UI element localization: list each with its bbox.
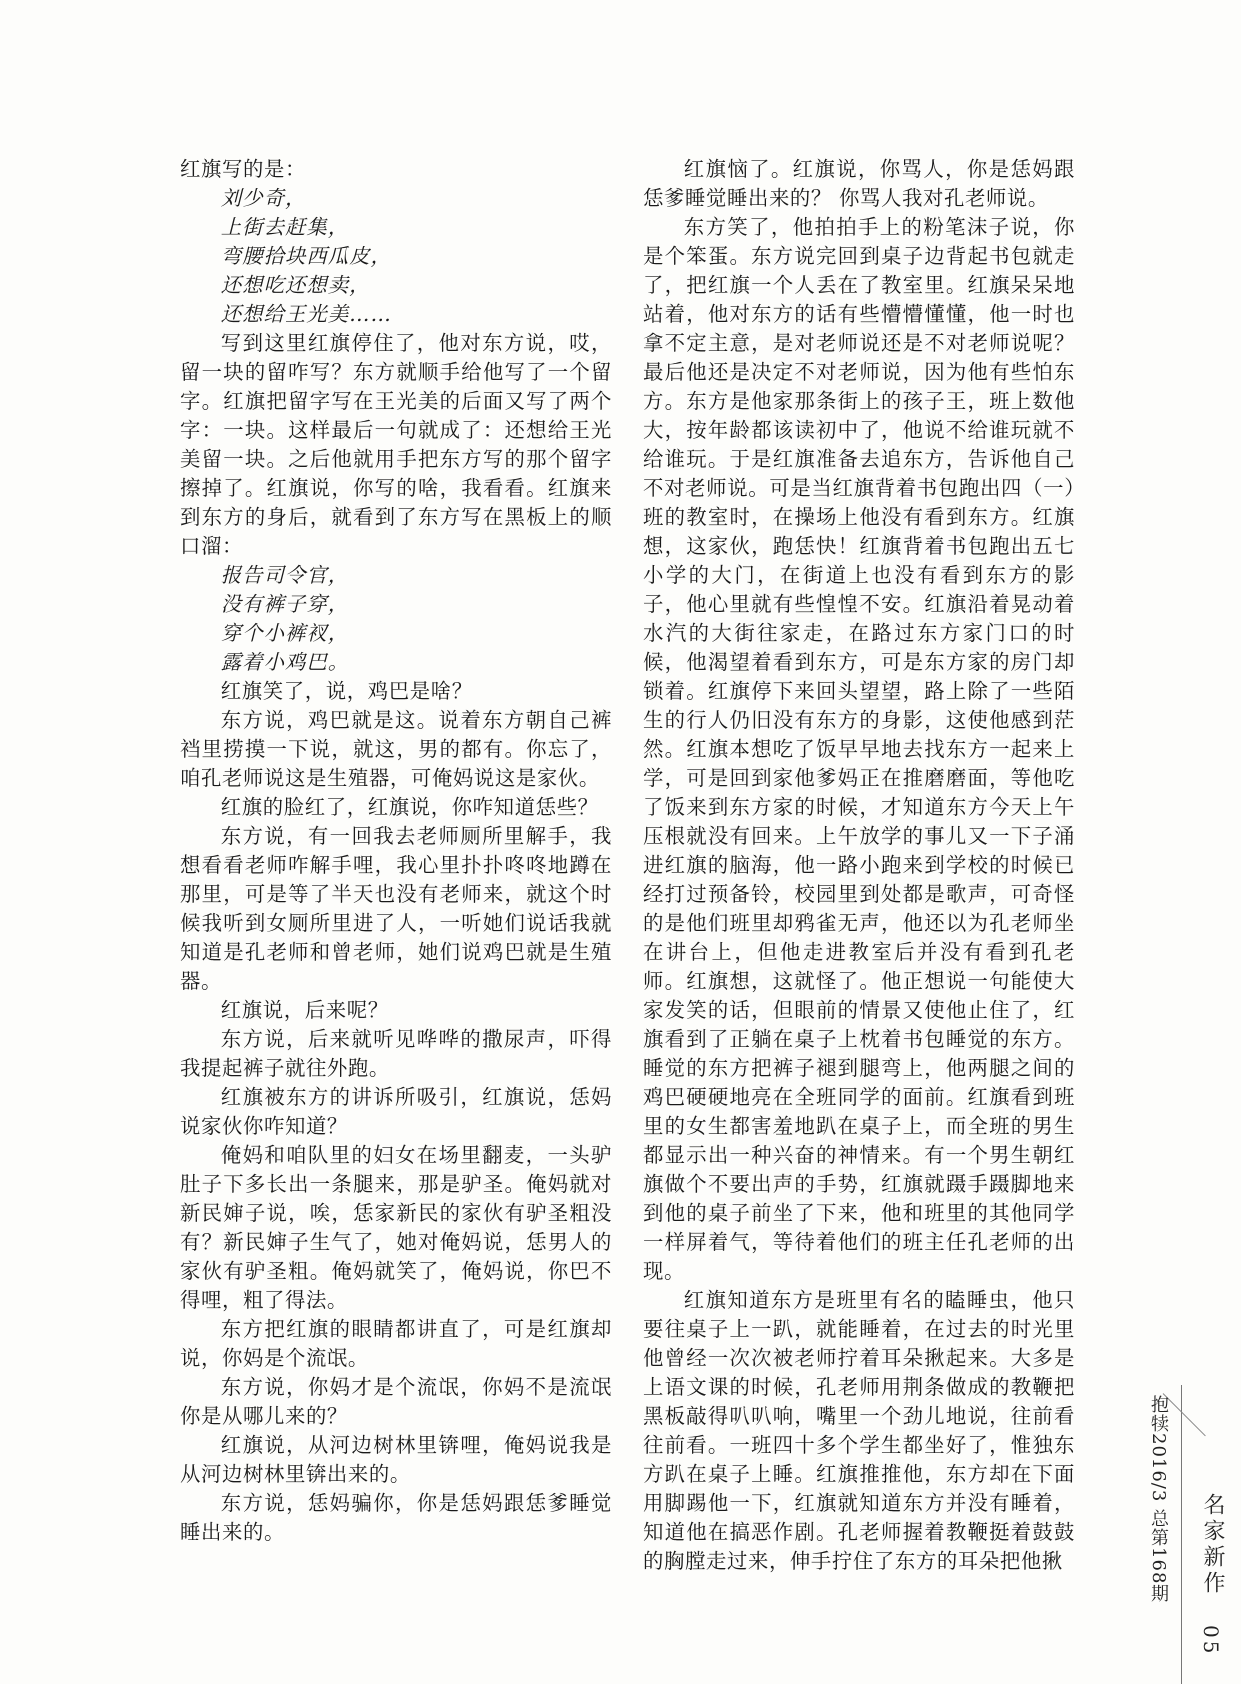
verse-line: 露着小鸡巴。 <box>220 650 350 674</box>
page-sidebar <box>1141 1385 1241 1684</box>
paragraph: 俺妈和咱队里的妇女在场里翻麦，一头驴肚子下多长出一条腿来，那是驴圣。俺妈就对新民婶子说，唉，恁家新民的家伙有驴圣粗没有？新民婶子生气了，她对俺妈说，恁男人的家伙有驴圣粗。俺妈就笑了，俺妈说，你巴不得哩，粗了得法。 <box>180 1143 612 1312</box>
paragraph: 红旗被东方的讲诉所吸引，红旗说，恁妈说家伙你咋知道？ <box>180 1085 612 1138</box>
paragraph: 东方说，后来就听见哗哗的撒尿声，吓得我提起裤子就往外跑。 <box>180 1027 612 1080</box>
left-text-column <box>180 155 612 1547</box>
paragraph: 东方说，有一回我去老师厕所里解手，我想看看老师咋解手哩，我心里扑扑咚咚地蹲在那里，可是等了半天也没有老师来，就这个时候我听到女厕所里进了人，一听她们说话我就知道是孔老师和曾老师，她们说鸡巴就是生殖器。 <box>180 824 612 993</box>
paragraph: 红旗笑了，说，鸡巴是啥？ <box>220 679 473 703</box>
paragraph: 红旗恼了。红旗说，你骂人，你是恁妈跟恁爹睡觉睡出来的？ 你骂人我对孔老师说。 <box>643 157 1075 210</box>
column-name: 名家新作 <box>1200 1493 1225 1597</box>
paragraph: 红旗说，后来呢？ <box>220 998 389 1022</box>
sidebar-divider <box>1181 1385 1182 1684</box>
paragraph: 红旗知道东方是班里有名的瞌睡虫，他只要往桌子上一趴，就能睡着，在过去的时光里他曾经一次次被老师拧着耳朵揪起来。大多是上语文课的时候，孔老师用荆条做成的教鞭把黑板敲得叭叭响，嘴里一个劲儿地说，往前看往前看。一班四十多个学生都坐好了，惟独东方趴在桌子上睡。红旗推推他，东方却在下面用脚踢他一下，红旗就知道东方并没有睡着，知道他在搞恶作剧。孔老师握着教鞭挺着鼓鼓的胸膛走过来，伸手拧住了东方的耳朵把他揪 <box>643 1288 1075 1573</box>
verse-line: 弯腰拾块西瓜皮， <box>220 244 392 268</box>
paragraph: 红旗说，从河边树林里锛哩，俺妈说我是从河边树林里锛出来的。 <box>180 1433 612 1486</box>
paragraph: 东方笑了，他拍拍手上的粉笔沫子说，你是个笨蛋。东方说完回到桌子边背起书包就走了，把红旗一个人丢在了教室里。红旗呆呆地站着，他对东方的话有些懵懵懂懂，他一时也拿不定主意，是对老师说还是不对老师说呢？最后他还是决定不对老师说，因为他有些怕东方。东方是他家那条街上的孩子王，班上数他大，按年龄都该读初中了，他说不给谁玩就不给谁玩。于是红旗准备去追东方，告诉他自己不对老师说。可是当红旗背着书包跑出四（一）班的教室时，在操场上他没有看到东方。红旗想，这家伙，跑恁快！红旗背着书包跑出五七小学的大门，在街道上也没有看到东方的影子，他心里就有些惶惶不安。红旗沿着晃动着水汽的大街往家走，在路过东方家门口的时候，他渴望着看到东方，可是东方家的房门却锁着。红旗停下来回头望望，路上除了一些陌生的行人仍旧没有东方的身影，这使他感到茫然。红旗本想吃了饭早早地去找东方一起来上学，可是回到家他爹妈正在推磨磨面，等他吃了饭来到东方家的时候，才知道东方今天上午压根就没有回来。上午放学的事儿又一下子涌进红旗的脑海，他一路小跑来到学校的时候已经打过预备铃，校园里到处都是歌声，可奇怪的是他们班里却鸦雀无声，他还以为孔老师坐在讲台上，但他走进教室后并没有看到孔老师。红旗想，这就怪了。他正想说一句能使大家发笑的话，但眼前的情景又使他止住了，红旗看到了正躺在桌子上枕着书包睡觉的东方。睡觉的东方把裤子褪到腿弯上，他两腿之间的鸡巴硬硬地亮在全班同学的面前。红旗看到班里的女生都害羞地趴在桌子上，而全班的男生都显示出一种兴奋的神情来。有一个男生朝红旗做个不要出声的手势，红旗就蹑手蹑脚地来到他的桌子前坐了下来，他和班里的其他同学一样屏着气，等待着他们的班主任孔老师的出现。 <box>643 215 1075 1283</box>
paragraph: 东方说，你妈才是个流氓，你妈不是流氓你是从哪儿来的？ <box>180 1375 612 1428</box>
verse-line: 还想吃还想卖， <box>220 273 371 297</box>
page-number: 05 <box>1199 1625 1223 1657</box>
verse-line: 报告司令官， <box>220 563 350 587</box>
verse-line: 刘少奇， <box>220 186 307 210</box>
issue-info: 抱犊2016/3 总第168期 <box>1148 1395 1169 1604</box>
paragraph: 东方说，鸡巴就是这。说着东方朝自己裤裆里捞摸一下说，就这，男的都有。你忘了，咱孔老师说这是生殖器，可俺妈说这是家伙。 <box>180 708 612 790</box>
verse-line: 还想给王光美…… <box>220 302 392 326</box>
paragraph: 东方把红旗的眼睛都讲直了，可是红旗却说，你妈是个流氓。 <box>180 1317 612 1370</box>
verse-line: 没有裤子穿， <box>220 592 350 616</box>
paragraph: 红旗的脸红了，红旗说，你咋知道恁些？ <box>220 795 599 819</box>
verse-line: 穿个小裤衩， <box>220 621 350 645</box>
paragraph: 红旗写的是： <box>180 157 306 181</box>
paragraph: 东方说，恁妈骗你，你是恁妈跟恁爹睡觉睡出来的。 <box>180 1491 612 1544</box>
right-text-column <box>643 155 1075 1576</box>
paragraph: 写到这里红旗停住了，他对东方说，哎，留一块的留咋写？东方就顺手给他写了一个留字。红旗把留字写在王光美的后面又写了两个字：一块。这样最后一句就成了：还想给王光美留一块。之后他就用手把东方写的那个留字擦掉了。红旗说，你写的啥，我看看。红旗来到东方的身后，就看到了东方写在黑板上的顺口溜： <box>180 331 612 558</box>
verse-line: 上街去赶集， <box>220 215 350 239</box>
